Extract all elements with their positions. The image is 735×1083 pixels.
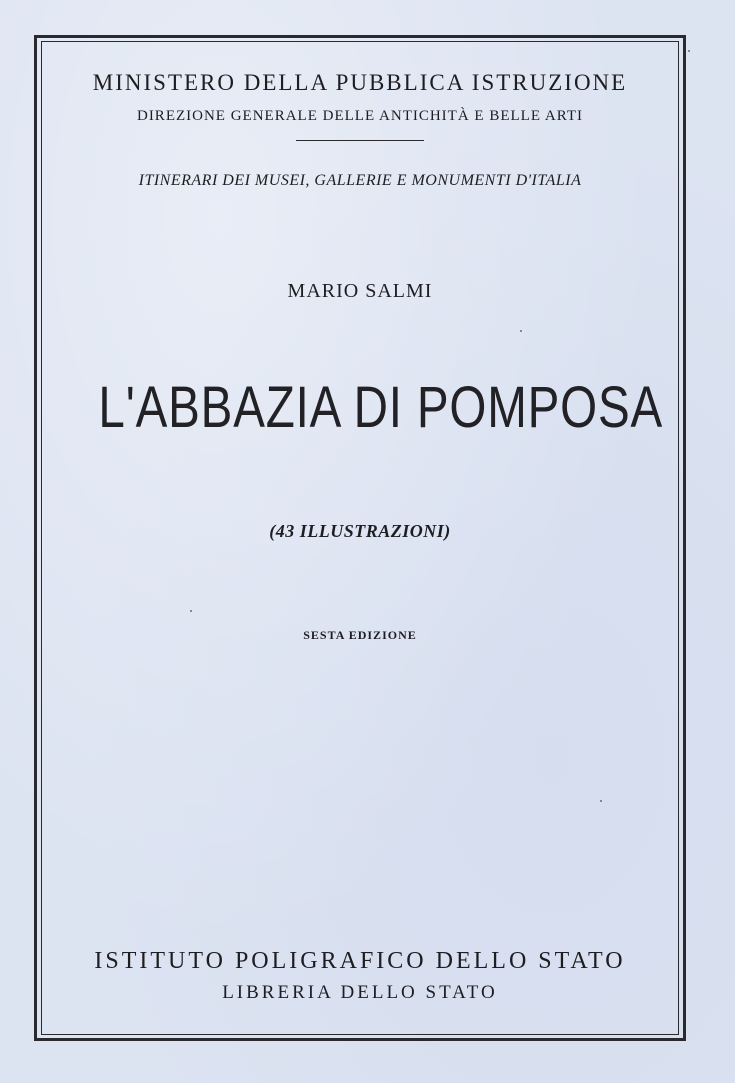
series-title: ITINERARI DEI MUSEI, GALLERIE E MONUMENTI D'ITALIA	[138, 172, 582, 189]
divider-rule	[296, 140, 424, 141]
author-name: MARIO SALMI	[287, 280, 433, 302]
book-title: L'ABBAZIA DI POMPOSA	[98, 375, 664, 440]
paper-speck	[520, 330, 522, 332]
libreria-name: LIBRERIA DELLO STATO	[222, 982, 498, 1003]
publisher-name: ISTITUTO POLIGRAFICO DELLO STATO	[94, 948, 626, 974]
paper-speck	[688, 50, 690, 52]
illustrations-count: (43 ILLUSTRAZIONI)	[269, 521, 451, 541]
ministry-heading: MINISTERO DELLA PUBBLICA ISTRUZIONE	[92, 70, 628, 95]
paper-speck	[190, 610, 192, 612]
paper-speck	[600, 800, 602, 802]
edition-label: SESTA EDIZIONE	[303, 628, 417, 642]
direzione-subheading: DIREZIONE GENERALE DELLE ANTICHITÀ E BELLE ARTI	[136, 108, 584, 124]
